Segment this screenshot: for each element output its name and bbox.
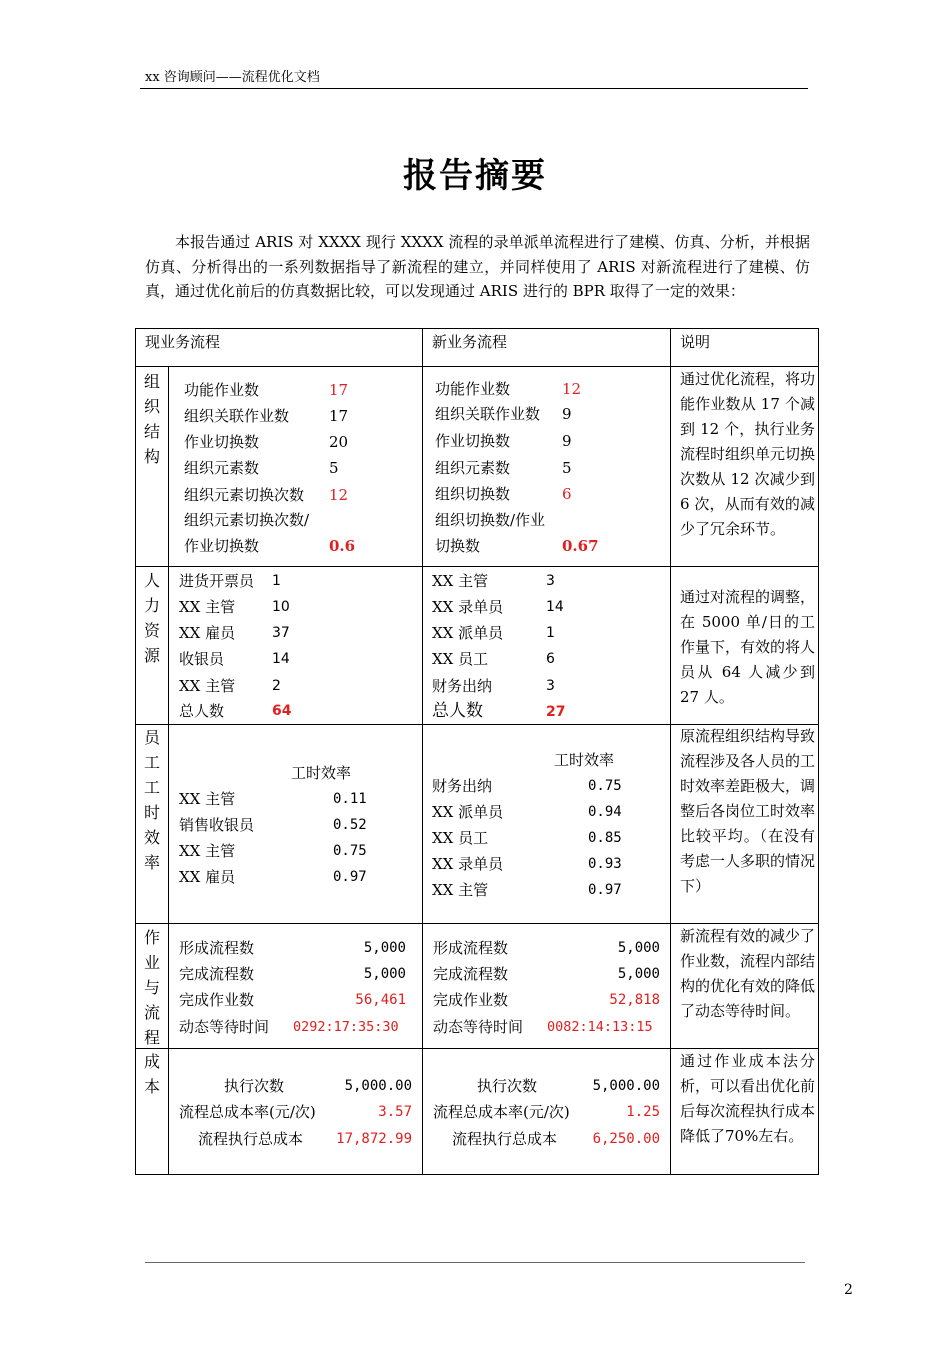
row-label-eff: 员工工时效率 xyxy=(143,728,160,872)
cost-note: 通过作业成本法分析，可以看出优化前后每次流程执行成本降低了70%左右。 xyxy=(680,1052,816,1145)
flow-note: 新流程有效的减少了作业数，流程内部结构的优化有效的降低了动态等待时间。 xyxy=(680,927,816,1020)
intro-paragraph: 本报告通过 ARIS 对 XXXX 现行 XXXX 流程的录单派单流程进行了建模、仿真、分析，并根据仿真、分析得出的一系列数据指导了新流程的建立，并同样使用了 ARIS 对新流程进行了建模、仿真，通过优化前后的仿真数据比较，可以发现通过 ARIS 进行的 BPR 取得了一定的效果： xyxy=(145,233,810,300)
page-number: 2 xyxy=(844,1282,853,1298)
header-note: 说明 xyxy=(680,333,711,351)
row-label-hr: 人力资源 xyxy=(143,571,160,665)
eff-note: 原流程组织结构导致流程涉及各人员的工时效率差距极大，调整后各岗位工时效率比较平均。（在没有考虑一人多职的情况下） xyxy=(680,727,816,895)
hr-note: 通过对流程的调整，在 5000 单/日的工作量下，有效的将人员从 64 人减少到 27 人。 xyxy=(680,588,816,706)
row-label-org: 组织结构 xyxy=(143,372,160,466)
row-label-flow: 作业与流程 xyxy=(143,928,160,1047)
comparison-table: 现业务流程 新业务流程 说明 组织结构 功能作业数 17 组织关联作业数 17 作业切换数 20 组织元素数 5 组织元素切换次数 12 组织元素切换次数/ 作业切换数 0.6 功能作业数 12 组织关联作业数 9 作业切换数 9 组织元素数 5 组织切换数 6 组织切换数/作业 切换数 0.67 通过优化流程，将功能作业数从 17 个减到 12 个，执行业务流程时组织单元切换次数从 12 次减少到 6 次，从而有效的减少了冗余环节。 人力资源 进货开票员 1 XX 主管 10 XX 雇员 37 收银员 14 XX 主管 2 总人数 64 XX 主管 3 XX 录单员 14 XX 派单员 1 XX 员工 6 财务出纳 3 总人数 27 通过对流程的调整，在 5000 单/日的工作量下，有效的将人员从 64 人减少到 27 人。 员工工时效率 工时效率 XX 主管 0.11 销售收银员 0.52 XX 主管 0.75 XX 雇员 0.97 工时效率 财务出纳 0.75 XX 派单员 0.94 XX 员工 0.85 XX 录单员 0.93 XX 主管 0.97 原流程组织结构导致流程涉及各人员的工时效率差距极大，调整后各岗位工时效率比较平均。（在没有考虑一人多职的情况下） 作业与流程 形成流程数 5,000 完成流程数 5,000 完成作业数 56,461 动态等待时间 0292:17:35:30 形成流程数 5,000 完成流程数 5,000 完成作业数 52,818 动态等待时间 0082:14:13:15 新流程有效的减少了作业数，流程内部结构的优化有效的降低了动态等待时间。 成本 执行次数 5,000.00 流程总成本率(元/次) 3.57 流程执行总成本 17,872.99 执行次数 5,000.00 流程总成本率(元/次) 1.25 流程执行总成本 6,250.00 通过作业成本法分析，可以看出优化前后每次流程执行成本降低了70%左右。 xyxy=(0,0,950,1345)
footer-divider xyxy=(145,1262,805,1263)
page-title: 报告摘要 xyxy=(403,156,547,196)
header-current: 现业务流程 xyxy=(145,333,221,351)
header-new: 新业务流程 xyxy=(432,333,508,351)
row-label-cost: 成本 xyxy=(143,1052,160,1096)
header-text: xx 咨询顾问——流程优化文档 xyxy=(145,70,320,85)
org-note: 通过优化流程，将功能作业数从 17 个减到 12 个，执行业务流程时组织单元切换次数从 12 次减少到 6 次，从而有效的减少了冗余环节。 xyxy=(680,370,816,538)
